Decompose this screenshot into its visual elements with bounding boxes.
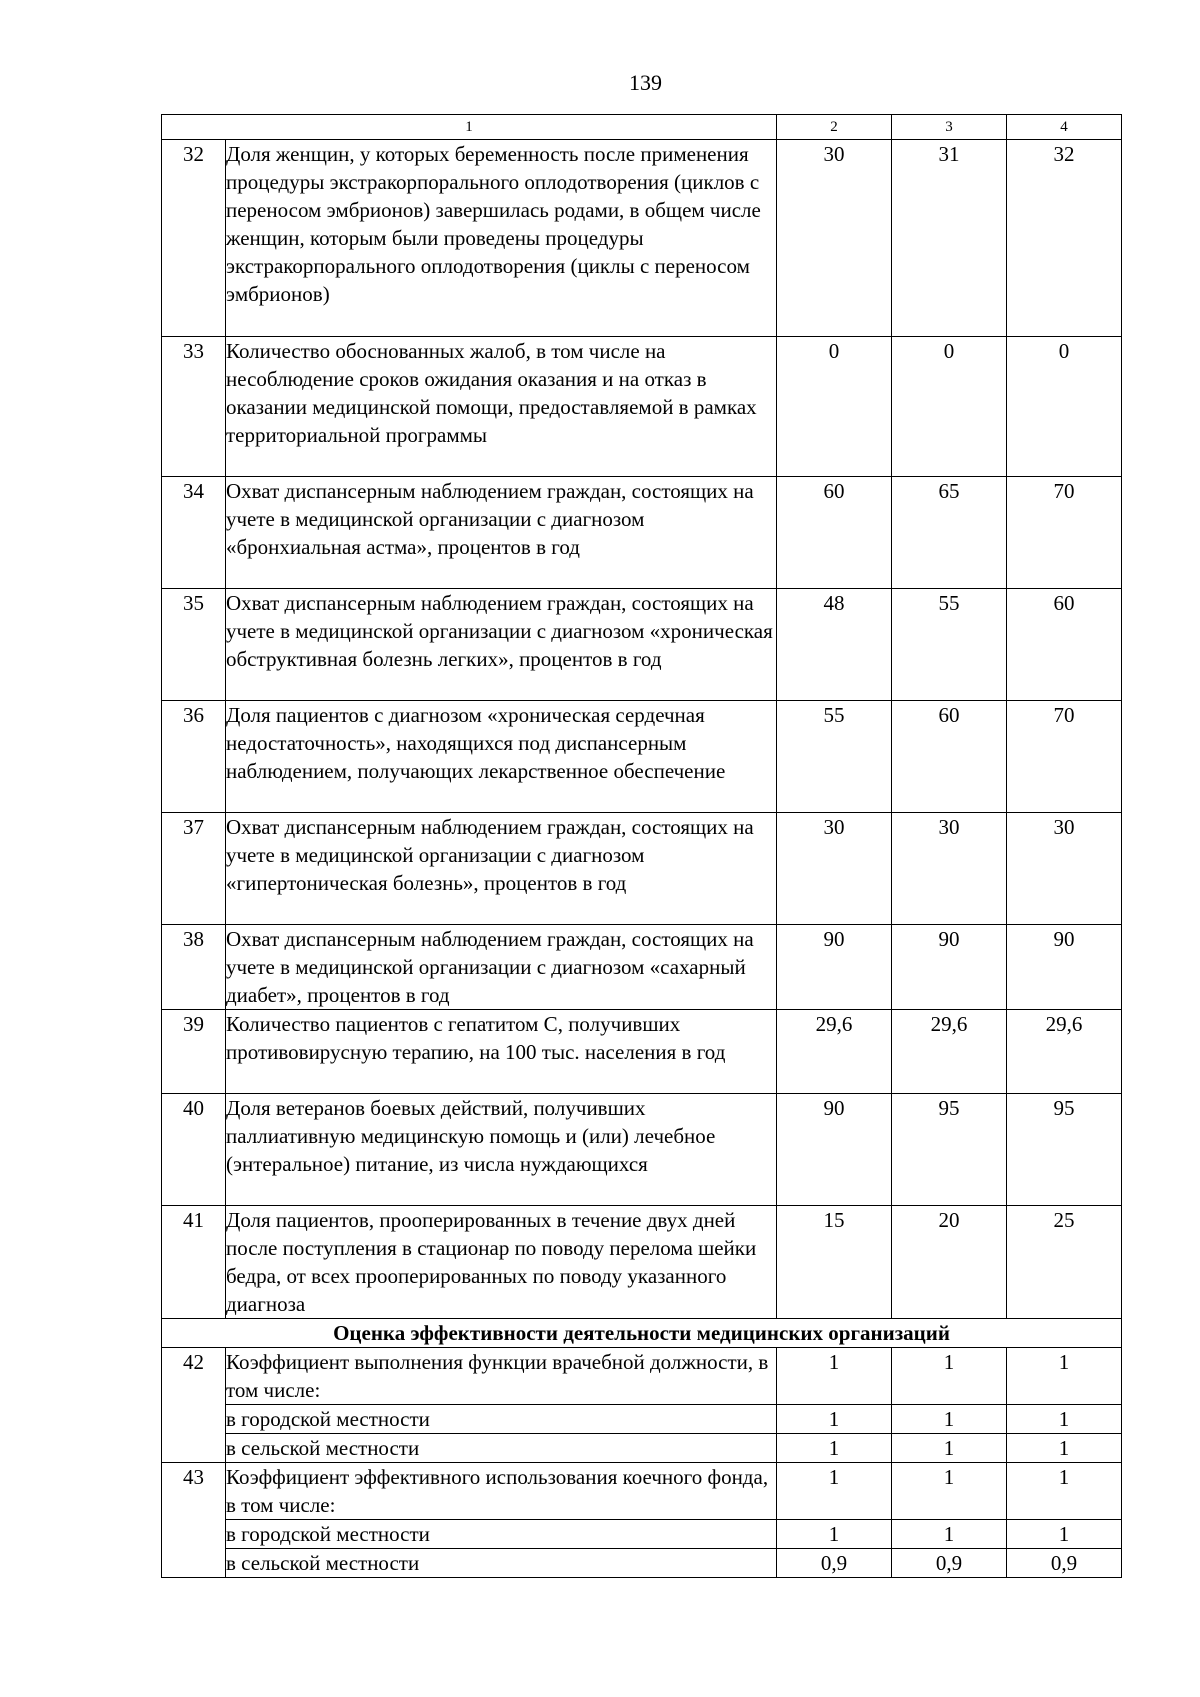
table-subrow: [162, 1549, 1122, 1578]
table-row: [162, 589, 1122, 701]
row-value-col3: 30: [892, 813, 1007, 925]
subrow-description: в сельской местности: [226, 1434, 777, 1463]
row-number: 37: [162, 813, 226, 925]
row-value-col3: 20: [892, 1206, 1007, 1319]
table-row: [162, 1010, 1122, 1094]
row-value-col4: 30: [1007, 813, 1122, 925]
row-value-col2: 90: [777, 1094, 892, 1206]
row-value-col2: 29,6: [777, 1010, 892, 1094]
row-number: 40: [162, 1094, 226, 1206]
row-description: Доля пациентов, прооперированных в течение двух дней после поступления в стационар по поводу перелома шейки бедра, от всех прооперированных по поводу указанного диагноза: [226, 1206, 777, 1319]
section-title: Оценка эффективности деятельности медицинских организаций: [162, 1319, 1122, 1348]
row-value-col2: 48: [777, 589, 892, 701]
table-row: [162, 1463, 1122, 1520]
row-value-col2: 30: [777, 813, 892, 925]
row-value-col4: 25: [1007, 1206, 1122, 1319]
row-number: 34: [162, 477, 226, 589]
subrow-value-col3: 1: [892, 1434, 1007, 1463]
row-number: 38: [162, 925, 226, 1010]
row-description: Доля ветеранов боевых действий, получивших паллиативную медицинскую помощь и (или) лечебное (энтеральное) питание, из числа нуждающихся: [226, 1094, 777, 1206]
table-header-row: [162, 115, 1122, 140]
table-row: [162, 1094, 1122, 1206]
row-description: Охват диспансерным наблюдением граждан, состоящих на учете в медицинской организации с диагнозом «сахарный диабет», процентов в год: [226, 925, 777, 1010]
row-value-col3: 0: [892, 337, 1007, 477]
row-description: Охват диспансерным наблюдением граждан, состоящих на учете в медицинской организации с диагнозом «бронхиальная астма», процентов в год: [226, 477, 777, 589]
section-row: [162, 1319, 1122, 1348]
table-row: [162, 337, 1122, 477]
row-value-col3: 29,6: [892, 1010, 1007, 1094]
subrow-value-col2: 0,9: [777, 1549, 892, 1578]
row-number: 32: [162, 140, 226, 337]
row-value-col4: 60: [1007, 589, 1122, 701]
table-subrow: [162, 1520, 1122, 1549]
row-value-col4: 0: [1007, 337, 1122, 477]
row-description: Коэффициент эффективного использования коечного фонда, в том числе:: [226, 1463, 777, 1520]
row-number: 41: [162, 1206, 226, 1319]
row-value-col4: 95: [1007, 1094, 1122, 1206]
row-number: 35: [162, 589, 226, 701]
table-row: [162, 1348, 1122, 1405]
row-description: Доля женщин, у которых беременность после применения процедуры экстракорпорального оплодотворения (циклов с переносом эмбрионов) завершилась родами, в общем числе женщин, которым были проведены процедуры экстракорпорального оплодотворения (циклы с переносом эмбрионов): [226, 140, 777, 337]
subrow-value-col2: 1: [777, 1405, 892, 1434]
row-value-col2: 15: [777, 1206, 892, 1319]
row-value-col2: 1: [777, 1463, 892, 1520]
subrow-description: в городской местности: [226, 1520, 777, 1549]
subrow-value-col4: 1: [1007, 1434, 1122, 1463]
subrow-value-col4: 0,9: [1007, 1549, 1122, 1578]
table-row: [162, 925, 1122, 1010]
row-number: 36: [162, 701, 226, 813]
row-description: Охват диспансерным наблюдением граждан, состоящих на учете в медицинской организации с диагнозом «хроническая обструктивная болезнь легких», процентов в год: [226, 589, 777, 701]
table-subrow: [162, 1405, 1122, 1434]
table-row: [162, 701, 1122, 813]
row-value-col2: 60: [777, 477, 892, 589]
row-number: 42: [162, 1348, 226, 1463]
row-description: Коэффициент выполнения функции врачебной должности, в том числе:: [226, 1348, 777, 1405]
table-row: [162, 1206, 1122, 1319]
row-description: Доля пациентов с диагнозом «хроническая сердечная недостаточность», находящихся под диспансерным наблюдением, получающих лекарственное обеспечение: [226, 701, 777, 813]
row-value-col2: 30: [777, 140, 892, 337]
row-value-col4: 70: [1007, 701, 1122, 813]
row-value-col2: 0: [777, 337, 892, 477]
indicators-table: [161, 114, 1122, 1578]
row-value-col4: 70: [1007, 477, 1122, 589]
row-value-col4: 29,6: [1007, 1010, 1122, 1094]
subrow-description: в сельской местности: [226, 1549, 777, 1578]
row-value-col3: 31: [892, 140, 1007, 337]
row-value-col2: 55: [777, 701, 892, 813]
page-number: 139: [629, 70, 662, 95]
subrow-value-col2: 1: [777, 1434, 892, 1463]
row-value-col4: 32: [1007, 140, 1122, 337]
row-value-col2: 1: [777, 1348, 892, 1405]
row-number: 39: [162, 1010, 226, 1094]
row-number: 43: [162, 1463, 226, 1578]
subrow-description: в городской местности: [226, 1405, 777, 1434]
subrow-value-col3: 1: [892, 1405, 1007, 1434]
header-col-3: 3: [892, 115, 1007, 140]
row-value-col3: 95: [892, 1094, 1007, 1206]
row-value-col3: 1: [892, 1348, 1007, 1405]
row-value-col3: 65: [892, 477, 1007, 589]
table-row: [162, 813, 1122, 925]
header-col-4: 4: [1007, 115, 1122, 140]
row-number: 33: [162, 337, 226, 477]
row-value-col3: 55: [892, 589, 1007, 701]
subrow-value-col3: 1: [892, 1520, 1007, 1549]
row-value-col4: 90: [1007, 925, 1122, 1010]
subrow-value-col3: 0,9: [892, 1549, 1007, 1578]
row-value-col4: 1: [1007, 1348, 1122, 1405]
header-col-1: 1: [162, 115, 777, 140]
table-row: [162, 140, 1122, 337]
subrow-value-col2: 1: [777, 1520, 892, 1549]
row-value-col4: 1: [1007, 1463, 1122, 1520]
table-row: [162, 477, 1122, 589]
row-description: Охват диспансерным наблюдением граждан, состоящих на учете в медицинской организации с диагнозом «гипертоническая болезнь», процентов в год: [226, 813, 777, 925]
row-value-col3: 90: [892, 925, 1007, 1010]
row-description: Количество обоснованных жалоб, в том числе на несоблюдение сроков ожидания оказания и на отказ в оказании медицинской помощи, предоставляемой в рамках территориальной программы: [226, 337, 777, 477]
table-subrow: [162, 1434, 1122, 1463]
subrow-value-col4: 1: [1007, 1520, 1122, 1549]
row-description: Количество пациентов с гепатитом С, получивших противовирусную терапию, на 100 тыс. населения в год: [226, 1010, 777, 1094]
row-value-col2: 90: [777, 925, 892, 1010]
row-value-col3: 1: [892, 1463, 1007, 1520]
header-col-2: 2: [777, 115, 892, 140]
row-value-col3: 60: [892, 701, 1007, 813]
subrow-value-col4: 1: [1007, 1405, 1122, 1434]
